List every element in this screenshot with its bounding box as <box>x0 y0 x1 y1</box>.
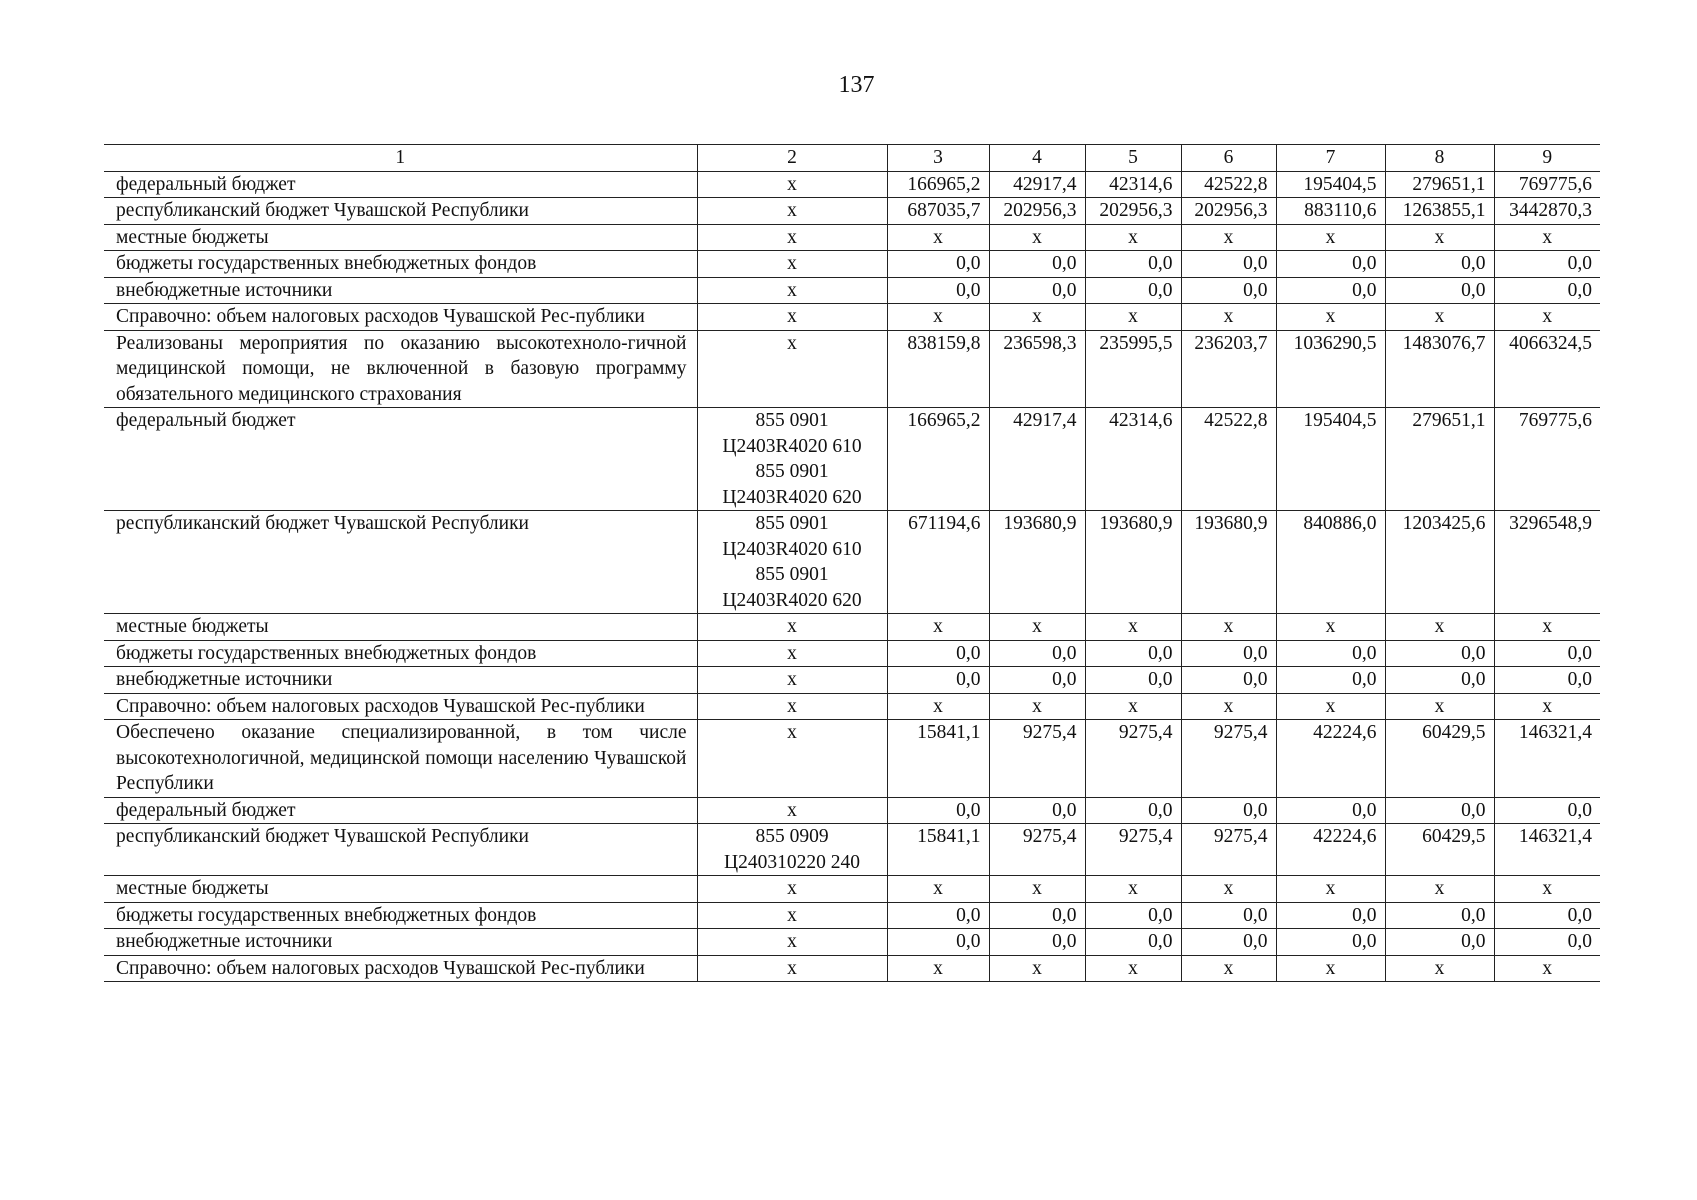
value-cell: 193680,9 <box>989 511 1085 614</box>
value-cell: 9275,4 <box>1181 824 1276 876</box>
value-cell: x <box>1276 693 1385 720</box>
budget-code: x <box>787 722 797 743</box>
budget-code: x <box>787 332 797 354</box>
column-number: 4 <box>989 145 1085 172</box>
row-label: Справочно: объем налоговых расходов Чувашской Рес-публики <box>104 304 697 331</box>
value-cell: 0,0 <box>1494 640 1600 667</box>
value-cell: 0,0 <box>1385 277 1494 304</box>
value-cell: 0,0 <box>989 277 1085 304</box>
value-cell: 1483076,7 <box>1385 330 1494 408</box>
budget-code: x <box>787 253 797 274</box>
value-cell: 0,0 <box>1181 251 1276 278</box>
value-cell: 0,0 <box>1494 902 1600 929</box>
value-cell: 0,0 <box>1385 251 1494 278</box>
value-cell: 3296548,9 <box>1494 511 1600 614</box>
table-row <box>104 614 1600 641</box>
value-cell: x <box>1276 614 1385 641</box>
value-cell: 0,0 <box>989 902 1085 929</box>
value-cell: x <box>1494 955 1600 982</box>
budget-code: x <box>787 616 797 637</box>
value-cell: 42917,4 <box>989 408 1085 511</box>
row-label: Обеспечено оказание специализированной, в том числе высокотехнологичной, медицинской помощи населению Чувашской Республики <box>104 720 697 798</box>
budget-code: x <box>787 799 797 821</box>
table-row <box>104 824 1600 876</box>
value-cell: x <box>1181 614 1276 641</box>
value-cell: 0,0 <box>1276 640 1385 667</box>
value-cell: 4066324,5 <box>1494 330 1600 408</box>
value-cell: 0,0 <box>1385 640 1494 667</box>
budget-code: Ц2403R4020 610 <box>722 435 862 457</box>
value-cell: x <box>1181 304 1276 331</box>
value-cell: 202956,3 <box>1181 198 1276 225</box>
value-cell: 0,0 <box>1085 277 1181 304</box>
value-cell: x <box>989 304 1085 331</box>
value-cell: x <box>887 693 989 720</box>
table-row <box>104 876 1600 903</box>
value-cell: x <box>1181 224 1276 251</box>
value-cell: 60429,5 <box>1385 720 1494 798</box>
table-row <box>104 902 1600 929</box>
value-cell: 0,0 <box>1276 251 1385 278</box>
value-cell: x <box>989 876 1085 903</box>
row-label: республиканский бюджет Чувашской Республики <box>104 511 697 614</box>
value-cell: x <box>1276 876 1385 903</box>
column-number: 5 <box>1085 145 1181 172</box>
value-cell: 671194,6 <box>887 511 989 614</box>
row-label: Реализованы мероприятия по оказанию высокотехноло-гичной медицинской помощи, не включенной в базовую программу обязательного медицинского страхования <box>104 330 697 408</box>
budget-code-cell <box>697 720 887 798</box>
value-cell: x <box>1385 614 1494 641</box>
table-row <box>104 304 1600 331</box>
value-cell: 0,0 <box>1181 797 1276 824</box>
row-label: внебюджетные источники <box>104 277 697 304</box>
value-cell: x <box>1494 614 1600 641</box>
value-cell: x <box>1181 876 1276 903</box>
value-cell: 193680,9 <box>1181 511 1276 614</box>
budget-code: x <box>787 904 797 926</box>
value-cell: x <box>887 876 989 903</box>
row-label: местные бюджеты <box>104 224 697 251</box>
value-cell: x <box>1494 693 1600 720</box>
budget-code: x <box>787 306 797 327</box>
table-body <box>104 145 1600 982</box>
value-cell: 0,0 <box>1181 667 1276 694</box>
value-cell: 42522,8 <box>1181 408 1276 511</box>
budget-code: 855 0901 <box>755 564 829 585</box>
value-cell: 60429,5 <box>1385 824 1494 876</box>
value-cell: x <box>989 693 1085 720</box>
value-cell: 42917,4 <box>989 171 1085 198</box>
value-cell: 9275,4 <box>1181 720 1276 798</box>
value-cell: 1203425,6 <box>1385 511 1494 614</box>
column-number: 3 <box>887 145 989 172</box>
value-cell: 0,0 <box>989 929 1085 956</box>
value-cell: 0,0 <box>887 667 989 694</box>
value-cell: x <box>887 224 989 251</box>
value-cell: 0,0 <box>1085 640 1181 667</box>
value-cell: x <box>989 614 1085 641</box>
value-cell: x <box>1385 304 1494 331</box>
budget-code-cell <box>697 198 887 225</box>
value-cell: x <box>887 614 989 641</box>
value-cell: 166965,2 <box>887 408 989 511</box>
value-cell: 202956,3 <box>1085 198 1181 225</box>
value-cell: 9275,4 <box>1085 720 1181 798</box>
value-cell: 42314,6 <box>1085 171 1181 198</box>
budget-code-cell <box>697 902 887 929</box>
row-label: республиканский бюджет Чувашской Республики <box>104 198 697 225</box>
row-label: местные бюджеты <box>104 876 697 903</box>
value-cell: 687035,7 <box>887 198 989 225</box>
table-row <box>104 667 1600 694</box>
value-cell: 0,0 <box>1276 667 1385 694</box>
row-label: федеральный бюджет <box>104 797 697 824</box>
budget-code-cell <box>697 876 887 903</box>
value-cell: 769775,6 <box>1494 408 1600 511</box>
value-cell: x <box>1085 876 1181 903</box>
row-label: федеральный бюджет <box>104 171 697 198</box>
budget-code: x <box>787 173 797 195</box>
value-cell: 0,0 <box>1276 277 1385 304</box>
budget-code: x <box>787 931 797 952</box>
budget-code: x <box>787 695 797 717</box>
budget-code-cell <box>697 614 887 641</box>
value-cell: 9275,4 <box>1085 824 1181 876</box>
value-cell: 0,0 <box>1494 797 1600 824</box>
row-label: бюджеты государственных внебюджетных фондов <box>104 251 697 278</box>
table-row <box>104 277 1600 304</box>
value-cell: 42522,8 <box>1181 171 1276 198</box>
value-cell: x <box>1494 224 1600 251</box>
value-cell: 0,0 <box>887 640 989 667</box>
value-cell: 202956,3 <box>989 198 1085 225</box>
value-cell: 0,0 <box>1276 929 1385 956</box>
value-cell: x <box>887 304 989 331</box>
budget-code-cell <box>697 304 887 331</box>
value-cell: 9275,4 <box>989 824 1085 876</box>
table-row <box>104 640 1600 667</box>
row-label: федеральный бюджет <box>104 408 697 511</box>
budget-code-cell <box>697 408 887 511</box>
column-number: 6 <box>1181 145 1276 172</box>
budget-code: 855 0901 <box>755 461 829 482</box>
budget-code: x <box>787 957 797 979</box>
budget-code-cell <box>697 330 887 408</box>
value-cell: 195404,5 <box>1276 408 1385 511</box>
budget-code-cell <box>697 955 887 982</box>
value-cell: 0,0 <box>887 277 989 304</box>
budget-code: Ц2403R4020 620 <box>722 589 862 611</box>
budget-code: 855 0909 <box>755 826 829 847</box>
value-cell: 0,0 <box>1494 667 1600 694</box>
value-cell: 0,0 <box>1085 667 1181 694</box>
row-label: бюджеты государственных внебюджетных фондов <box>104 640 697 667</box>
row-label: республиканский бюджет Чувашской Республики <box>104 824 697 876</box>
budget-code-cell <box>697 277 887 304</box>
value-cell: 0,0 <box>989 667 1085 694</box>
table-row <box>104 511 1600 614</box>
column-number-row <box>104 145 1600 172</box>
budget-code: 855 0901 <box>755 410 829 431</box>
budget-code: x <box>787 279 797 301</box>
value-cell: 193680,9 <box>1085 511 1181 614</box>
value-cell: 235995,5 <box>1085 330 1181 408</box>
budget-code: x <box>787 669 797 690</box>
value-cell: 1036290,5 <box>1276 330 1385 408</box>
table-row <box>104 955 1600 982</box>
budget-code-cell <box>697 640 887 667</box>
value-cell: x <box>1085 955 1181 982</box>
row-label: внебюджетные источники <box>104 667 697 694</box>
value-cell: x <box>1085 304 1181 331</box>
value-cell: x <box>1276 224 1385 251</box>
budget-code: x <box>787 200 797 221</box>
value-cell: x <box>1276 955 1385 982</box>
row-label: Справочно: объем налоговых расходов Чувашской Рес-публики <box>104 693 697 720</box>
value-cell: x <box>1494 876 1600 903</box>
value-cell: 279651,1 <box>1385 171 1494 198</box>
budget-code-cell <box>697 667 887 694</box>
value-cell: x <box>1181 955 1276 982</box>
value-cell: x <box>1385 693 1494 720</box>
budget-code: Ц240310220 240 <box>724 851 860 873</box>
value-cell: x <box>1385 955 1494 982</box>
row-label: местные бюджеты <box>104 614 697 641</box>
value-cell: 0,0 <box>1181 277 1276 304</box>
budget-code: Ц2403R4020 620 <box>722 486 862 508</box>
value-cell: 146321,4 <box>1494 720 1600 798</box>
budget-code: Ц2403R4020 610 <box>722 538 862 560</box>
value-cell: 0,0 <box>1276 797 1385 824</box>
value-cell: 0,0 <box>887 797 989 824</box>
value-cell: x <box>1181 693 1276 720</box>
value-cell: x <box>989 224 1085 251</box>
budget-code-cell <box>697 171 887 198</box>
column-number: 8 <box>1385 145 1494 172</box>
value-cell: 15841,1 <box>887 824 989 876</box>
value-cell: 0,0 <box>1085 251 1181 278</box>
value-cell: 0,0 <box>1085 929 1181 956</box>
value-cell: 0,0 <box>989 640 1085 667</box>
value-cell: 1263855,1 <box>1385 198 1494 225</box>
value-cell: 0,0 <box>1494 929 1600 956</box>
value-cell: 0,0 <box>989 251 1085 278</box>
value-cell: 840886,0 <box>1276 511 1385 614</box>
value-cell: 769775,6 <box>1494 171 1600 198</box>
budget-code-cell <box>697 797 887 824</box>
value-cell: 166965,2 <box>887 171 989 198</box>
value-cell: 195404,5 <box>1276 171 1385 198</box>
table-row <box>104 198 1600 225</box>
value-cell: 42224,6 <box>1276 824 1385 876</box>
value-cell: 146321,4 <box>1494 824 1600 876</box>
table-row <box>104 797 1600 824</box>
budget-table <box>104 144 1600 982</box>
value-cell: x <box>1085 224 1181 251</box>
value-cell: 42314,6 <box>1085 408 1181 511</box>
value-cell: 0,0 <box>887 902 989 929</box>
value-cell: x <box>1085 614 1181 641</box>
value-cell: 0,0 <box>1494 277 1600 304</box>
budget-code-cell <box>697 824 887 876</box>
table-row <box>104 224 1600 251</box>
value-cell: x <box>989 955 1085 982</box>
value-cell: 9275,4 <box>989 720 1085 798</box>
budget-code: x <box>787 642 797 664</box>
value-cell: 0,0 <box>1181 929 1276 956</box>
table-row <box>104 929 1600 956</box>
value-cell: x <box>1385 224 1494 251</box>
value-cell: 15841,1 <box>887 720 989 798</box>
budget-code-cell <box>697 251 887 278</box>
table-row <box>104 251 1600 278</box>
value-cell: 0,0 <box>1276 902 1385 929</box>
value-cell: 0,0 <box>1085 797 1181 824</box>
budget-code: x <box>787 226 797 248</box>
budget-code-cell <box>697 929 887 956</box>
value-cell: x <box>1494 304 1600 331</box>
value-cell: 0,0 <box>1385 902 1494 929</box>
budget-code-cell <box>697 224 887 251</box>
budget-code: 855 0901 <box>755 513 829 534</box>
column-number: 7 <box>1276 145 1385 172</box>
value-cell: x <box>1385 876 1494 903</box>
value-cell: 0,0 <box>1385 929 1494 956</box>
value-cell: 0,0 <box>1385 667 1494 694</box>
column-number: 9 <box>1494 145 1600 172</box>
table-row <box>104 408 1600 511</box>
value-cell: x <box>1276 304 1385 331</box>
budget-code-cell <box>697 511 887 614</box>
table-row <box>104 171 1600 198</box>
value-cell: 0,0 <box>1494 251 1600 278</box>
row-label: Справочно: объем налоговых расходов Чувашской Рес-публики <box>104 955 697 982</box>
value-cell: 0,0 <box>1181 902 1276 929</box>
value-cell: x <box>1085 693 1181 720</box>
value-cell: 0,0 <box>887 251 989 278</box>
value-cell: 883110,6 <box>1276 198 1385 225</box>
page-number: 137 <box>838 72 875 98</box>
value-cell: 3442870,3 <box>1494 198 1600 225</box>
value-cell: 279651,1 <box>1385 408 1494 511</box>
row-label: бюджеты государственных внебюджетных фондов <box>104 902 697 929</box>
budget-code: x <box>787 878 797 899</box>
budget-code-cell <box>697 693 887 720</box>
value-cell: 236598,3 <box>989 330 1085 408</box>
value-cell: 838159,8 <box>887 330 989 408</box>
value-cell: 0,0 <box>1181 640 1276 667</box>
column-number: 2 <box>697 145 887 172</box>
table-row <box>104 720 1600 798</box>
table-row <box>104 693 1600 720</box>
table-row <box>104 330 1600 408</box>
value-cell: 0,0 <box>989 797 1085 824</box>
value-cell: x <box>887 955 989 982</box>
value-cell: 236203,7 <box>1181 330 1276 408</box>
value-cell: 0,0 <box>887 929 989 956</box>
row-label: внебюджетные источники <box>104 929 697 956</box>
column-number: 1 <box>104 145 697 172</box>
value-cell: 0,0 <box>1385 797 1494 824</box>
value-cell: 0,0 <box>1085 902 1181 929</box>
value-cell: 42224,6 <box>1276 720 1385 798</box>
